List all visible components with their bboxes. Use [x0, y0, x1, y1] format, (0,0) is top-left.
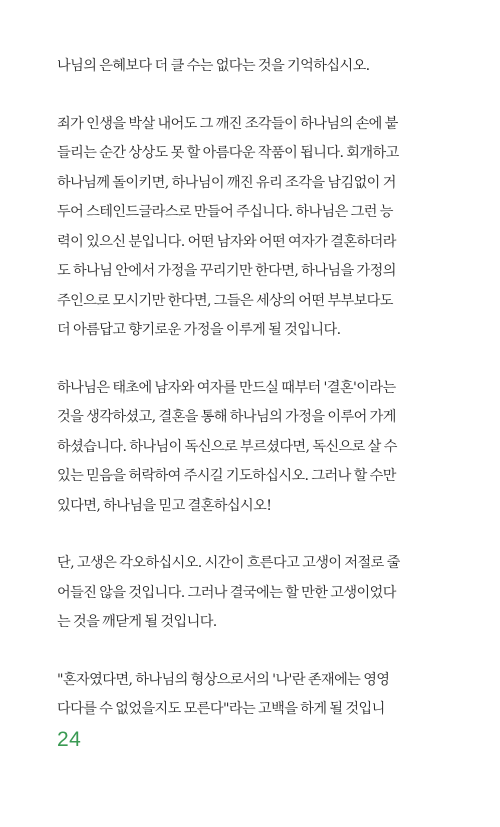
text-line: 하나님께 돌이키면, 하나님이 깨진 유리 조각을 남김없이 거 — [57, 174, 396, 191]
page-number: 24 — [57, 728, 82, 751]
text-line: 는 것을 깨닫게 될 것입니다. — [57, 614, 217, 630]
body-text — [57, 52, 443, 753]
text-line: 주인으로 모시기만 한다면, 그들은 세상의 어떤 부부보다도 — [57, 292, 393, 309]
text-line: 도 하나님 안에서 가정을 꾸리기만 한다면, 하나님을 가정의 — [57, 263, 396, 279]
text-line: 죄가 인생을 박살 내어도 그 깨진 조각들이 하나님의 손에 붙 — [57, 115, 398, 132]
text-line: 나님의 은혜보다 더 클 수는 없다는 것을 기억하십시오. — [57, 58, 370, 74]
paragraph-5 — [57, 666, 443, 725]
paragraph-4 — [57, 549, 443, 638]
text-line: "혼자였다면, 하나님의 형상으로서의 '나'란 존재에는 영영 — [57, 671, 390, 688]
text-line: 력이 있으신 분입니다. 어떤 남자와 어떤 여자가 결혼하더라 — [57, 233, 396, 250]
text-line: 하셨습니다. 하나님이 독신으로 부르셨다면, 독신으로 살 수 — [57, 438, 397, 455]
text-line: 어들진 않을 것입니다. 그러나 결국에는 할 만한 고생이었다 — [57, 584, 396, 601]
paragraph-2 — [57, 110, 443, 346]
text-line: 단, 고생은 각오하십시오. 시간이 흐른다고 고생이 저절로 줄 — [57, 555, 400, 571]
text-line: 하나님은 태초에 남자와 여자를 만드실 때부터 '결혼'이라는 — [57, 379, 396, 396]
text-line: 더 아름답고 향기로운 가정을 이루게 될 것입니다. — [57, 322, 341, 338]
paragraph-1 — [57, 52, 443, 82]
text-line: 있는 믿음을 허락하여 주시길 기도하십시오. 그러나 할 수만 — [57, 468, 396, 484]
text-line: 두어 스테인드글라스로 만들어 주십니다. 하나님은 그런 능 — [57, 204, 393, 220]
paragraph-3 — [57, 374, 443, 522]
text-line: 들리는 순간 상상도 못 할 아름다운 작품이 됩니다. 회개하고 — [57, 145, 399, 161]
text-line: 다다를 수 없었을지도 모른다"라는 고백을 하게 될 것입니 — [57, 701, 385, 717]
text-line: 있다면, 하나님을 믿고 결혼하십시오! — [57, 497, 272, 514]
text-line: 것을 생각하셨고, 결혼을 통해 하나님의 가정을 이루어 가게 — [57, 409, 396, 425]
